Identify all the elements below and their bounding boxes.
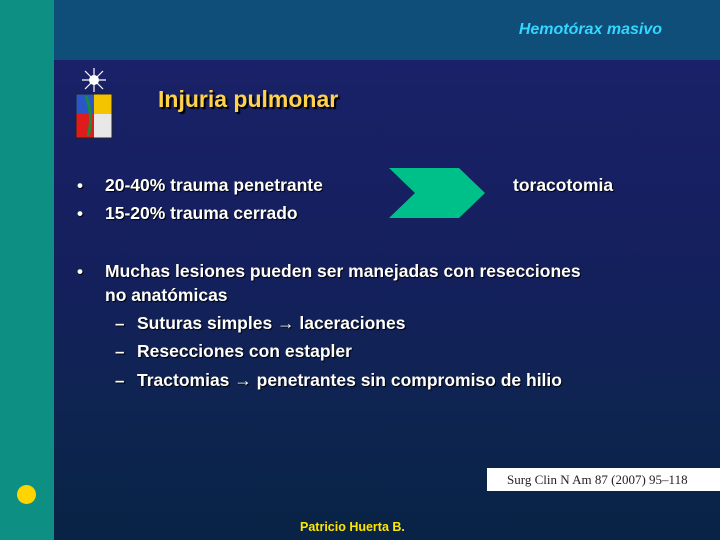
slide-title: Injuria pulmonar	[158, 86, 339, 112]
bullet-blunt-trauma: 15-20% trauma cerrado	[105, 203, 298, 223]
sub-bullet-stapler: Resecciones con estapler	[137, 341, 352, 361]
sub-bullet-sutures: Suturas simples → laceraciones	[137, 313, 406, 333]
yellow-dot-icon	[17, 485, 36, 504]
header-title: Hemotórax masivo	[518, 21, 662, 38]
sub-bullet-dash: –	[115, 342, 125, 361]
university-crest-icon	[74, 66, 114, 142]
chevron-arrow-icon	[389, 168, 485, 218]
author-name: Patricio Huerta B.	[300, 520, 405, 534]
left-accent-band	[0, 0, 54, 540]
bullet-marker: •	[77, 262, 83, 281]
bullet-resections-line2: no anatómicas	[105, 285, 228, 305]
citation-reference: Surg Clin N Am 87 (2007) 95–118	[487, 468, 720, 491]
sub-bullet-dash: –	[115, 371, 125, 390]
bullet-result-thoracotomy: toracotomia	[513, 175, 614, 195]
bullet-marker: •	[77, 176, 83, 195]
bullet-resections-line1: Muchas lesiones pueden ser manejadas con resecciones	[105, 261, 581, 281]
bullet-marker: •	[77, 204, 83, 223]
bullet-penetrating-trauma: 20-40% trauma penetrante	[105, 175, 323, 195]
sub-bullet-dash: –	[115, 314, 125, 333]
sub-bullet-tractotomies: Tractomias → penetrantes sin compromiso de hilio	[137, 370, 562, 390]
